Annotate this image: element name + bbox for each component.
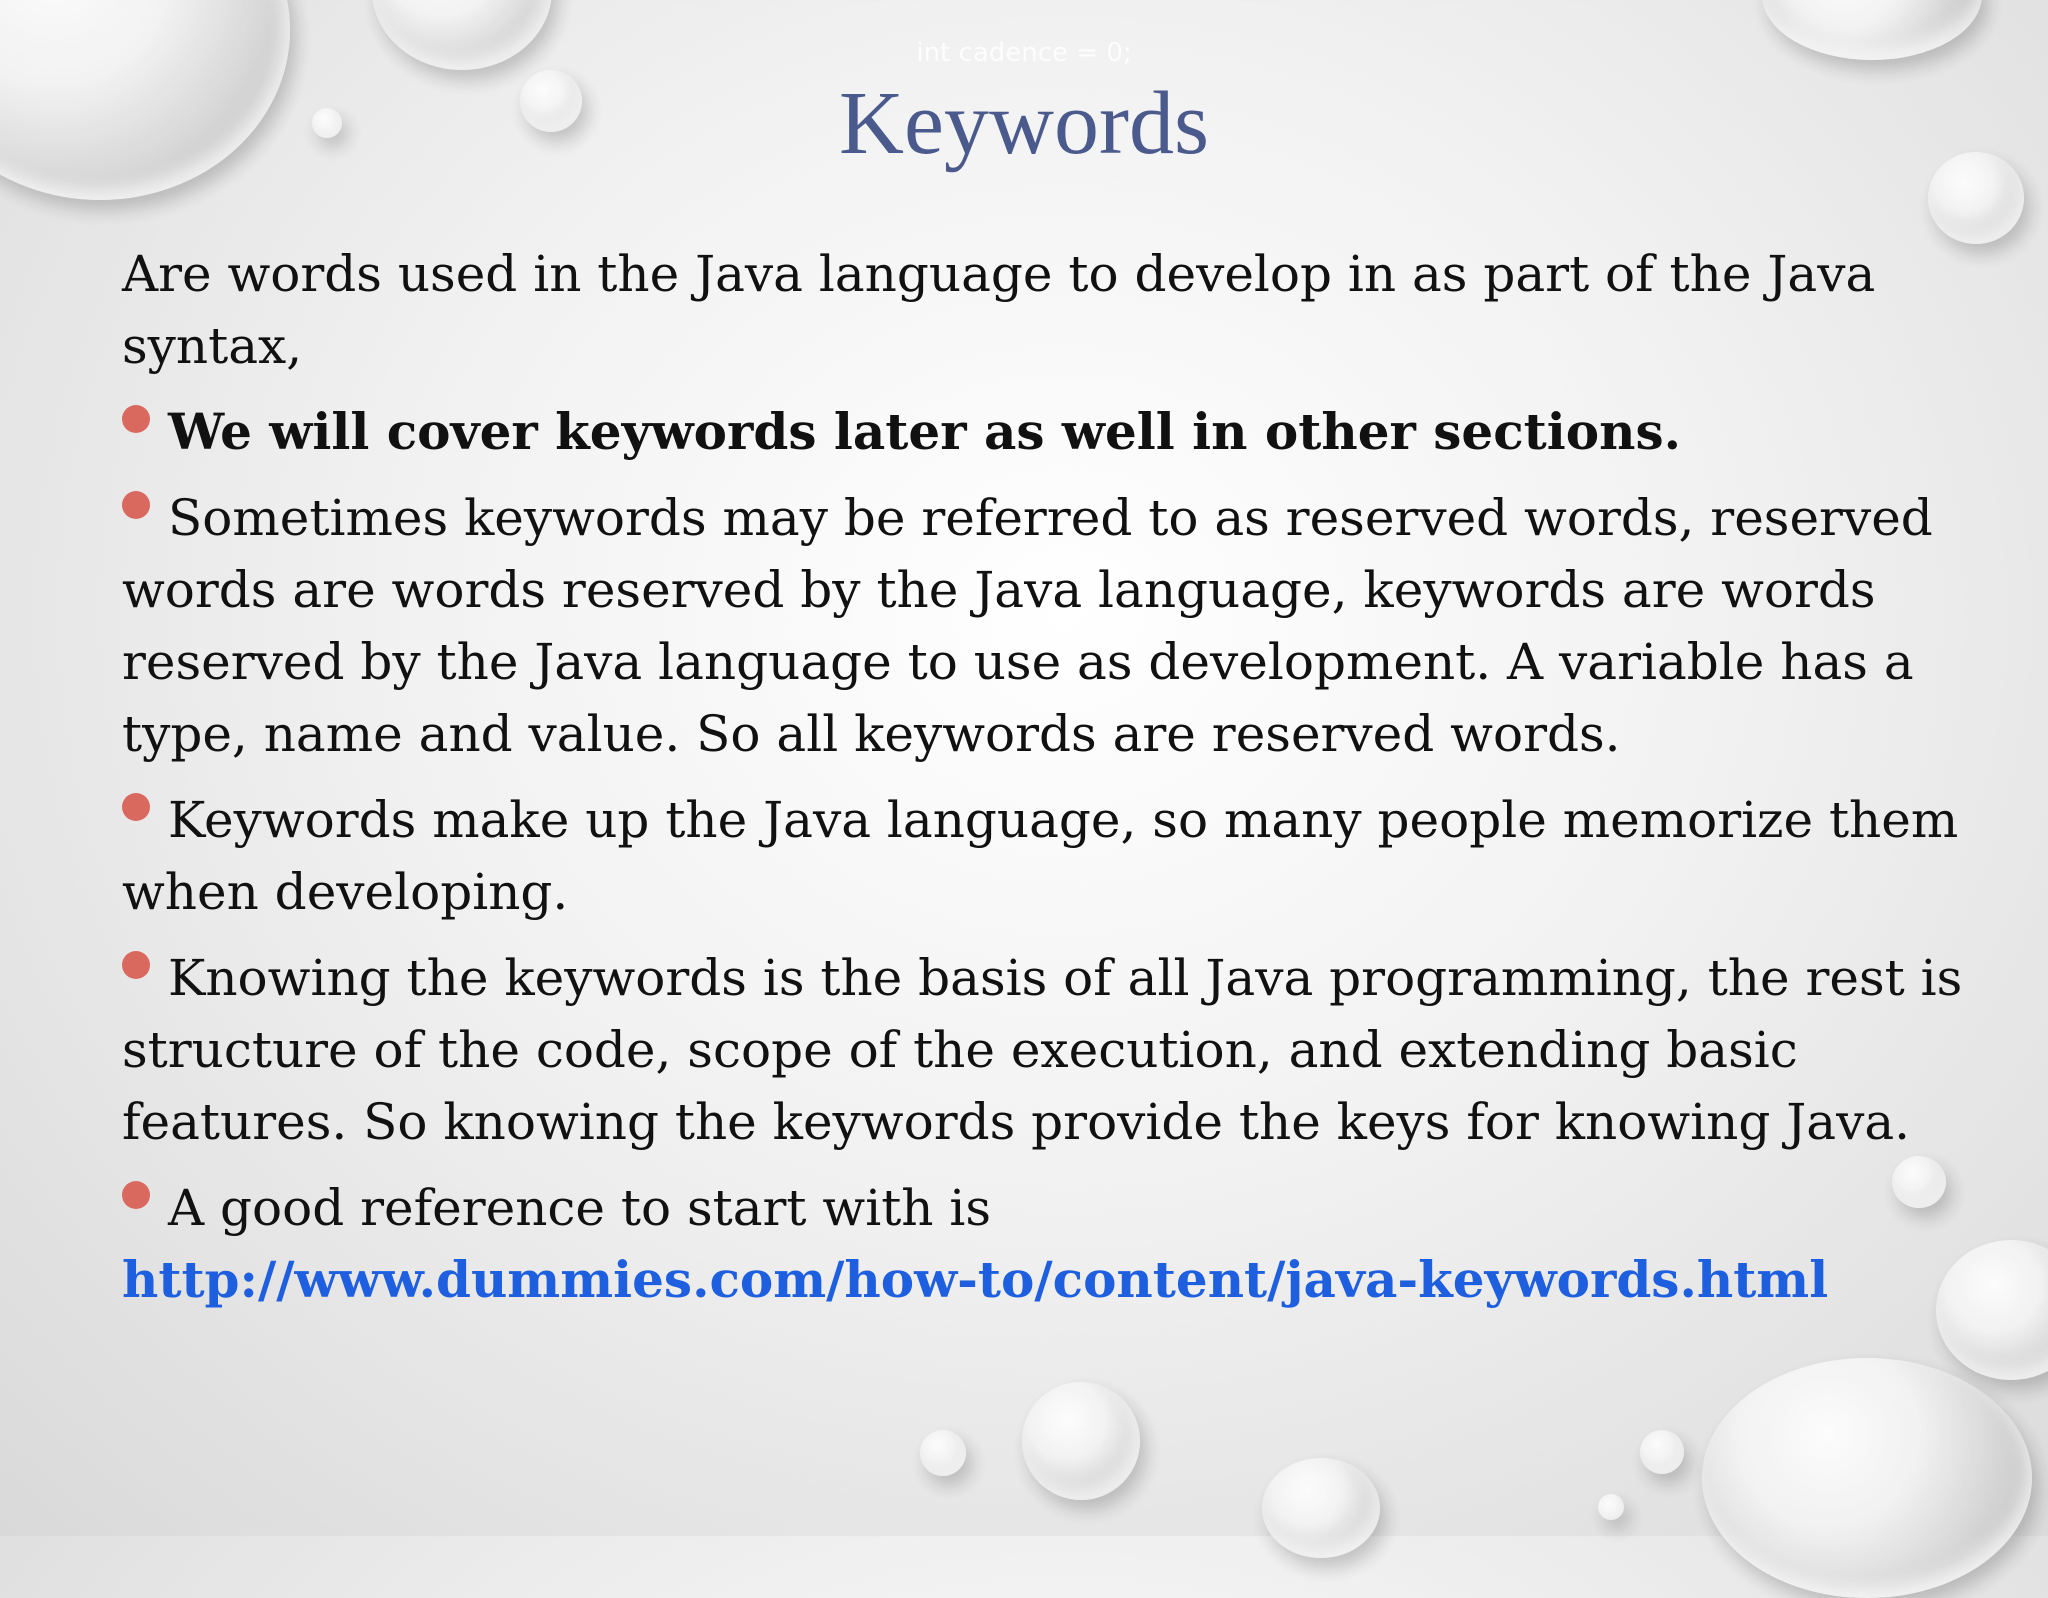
bullet-item [122, 1172, 2002, 1316]
bullet-text: Knowing the keywords is the basis of all Java programming, the rest is structure of the code, scope of the execution, and extending basic features. So knowing the keywords provide the keys for knowing Java. [122, 949, 1963, 1151]
bullet-item [122, 482, 2002, 770]
slide-body [122, 238, 2002, 1330]
water-drop-decoration [920, 1430, 966, 1476]
bullet-text: Sometimes keywords may be referred to as reserved words, reserved words are words reserved by the Java language, keywords are words reserved by the Java language to use as development. A variable has a type, name and value. So all keywords are reserved words. [122, 489, 1933, 763]
bullet-icon [122, 793, 150, 821]
background-code-text: int cadence = 0; [916, 38, 1132, 68]
slide-title: Keywords [839, 74, 1209, 173]
bullet-item [122, 396, 2002, 468]
bullet-item [122, 784, 2002, 928]
bullet-text: We will cover keywords later as well in other sections. [168, 402, 1682, 461]
bullet-icon [122, 405, 150, 433]
water-drop-decoration [1640, 1430, 1684, 1474]
water-drop-decoration [1262, 1458, 1380, 1558]
bullet-item [122, 942, 2002, 1158]
water-drop-decoration [1598, 1494, 1624, 1520]
reference-link[interactable]: http://www.dummies.com/how-to/content/java-keywords.html [122, 1250, 1829, 1309]
bullet-icon [122, 1181, 150, 1209]
bullet-icon [122, 951, 150, 979]
bullet-text: A good reference to start with is [168, 1179, 992, 1237]
bullet-text: Keywords make up the Java language, so many people memorize them when developing. [122, 791, 1959, 921]
bullet-icon [122, 491, 150, 519]
water-drop-decoration [1702, 1358, 2032, 1598]
water-drop-decoration [1022, 1382, 1140, 1500]
intro-paragraph: Are words used in the Java language to develop in as part of the Java syntax, [122, 245, 1876, 375]
